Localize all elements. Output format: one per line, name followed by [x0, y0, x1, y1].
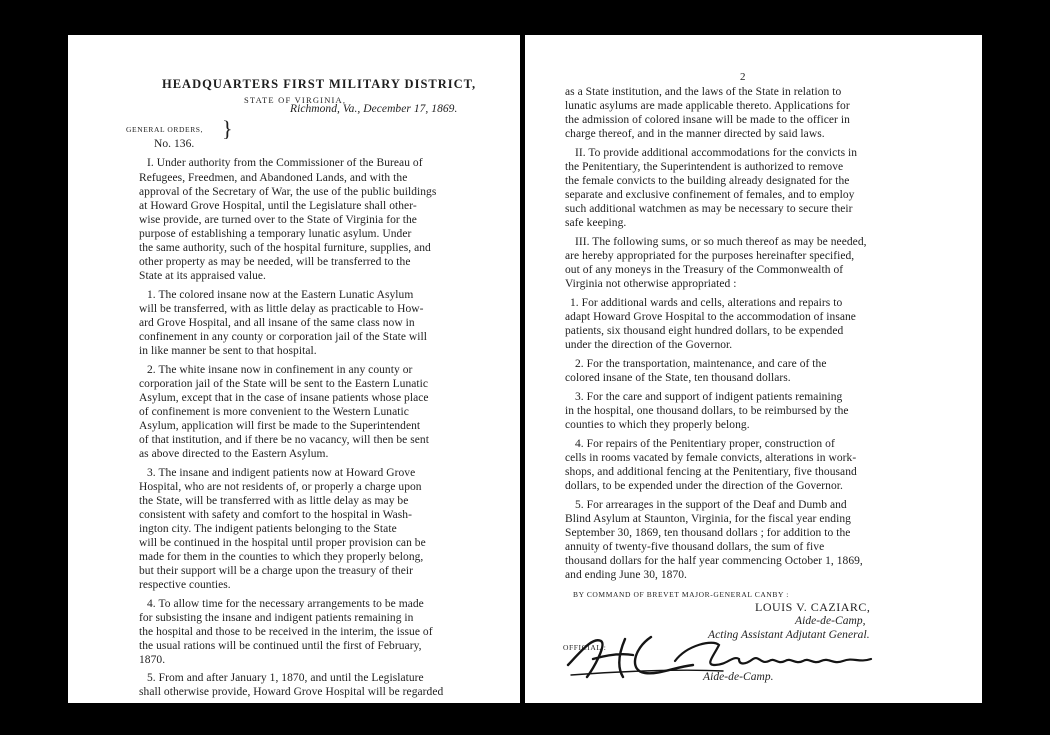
text-line: Refugees, Freedmen, and Abandoned Lands, and with the — [139, 172, 408, 184]
signer-name: LOUIS V. CAZIARC, — [755, 600, 871, 614]
text-line: for subsisting the insane and indigent patients remaining in — [139, 612, 414, 624]
text-line: as above directed to the Eastern Asylum. — [139, 448, 329, 460]
order-label: GENERAL ORDERS, — [126, 125, 204, 134]
text-line: III. The following sums, or so much thereof as may be needed, — [575, 236, 867, 248]
text-line: I. Under authority from the Commissioner of the Bureau of — [147, 157, 423, 169]
text-line: 5. For arrearages in the support of the Deaf and Dumb and — [575, 499, 847, 511]
text-line: corporation jail of the State will be sent to the Eastern Lunatic — [139, 378, 429, 390]
text-line: 5. From and after January 1, 1870, and until the Legislature — [147, 672, 424, 684]
text-line: 1. The colored insane now at the Eastern Lunatic Asylum — [147, 289, 414, 301]
text-line: II. To provide additional accommodations for the convicts in — [575, 147, 858, 159]
text-line: as a State institution, and the laws of the State in relation to — [565, 86, 842, 98]
text-line: the usual rations will be continued until the first of February, — [139, 640, 422, 652]
page-number: 2 — [740, 71, 746, 83]
text-line: other property as may be needed, will be transferred to the — [139, 256, 411, 268]
text-line: safe keeping. — [565, 217, 627, 229]
text-line: in the hospital, one thousand dollars, to be reimbursed by the — [565, 405, 849, 417]
text-line: patients, six thousand eight hundred dollars, to be expended — [565, 325, 844, 337]
document-page-2 — [525, 35, 982, 703]
text-line: 1870. — [139, 654, 166, 666]
text-line: cells in rooms vacated by female convicts, alterations in work- — [565, 452, 857, 464]
place-date: Richmond, Va., December 17, 1869. — [290, 103, 458, 115]
text-line: Asylum, application will first be made to the Superintendent — [139, 420, 421, 432]
text-line: out of any moneys in the Treasury of the Commonwealth of — [565, 264, 844, 276]
text-line: the female convicts to the building already designated for the — [565, 175, 850, 187]
text-line: thousand dollars for the half year commencing October 1, 1869, — [565, 555, 863, 567]
text-line: will be continued in the hospital until proper provision can be — [139, 537, 426, 549]
text-line: of confinement is more convenient to the Western Lunatic — [139, 406, 409, 418]
text-line: the admission of colored insane will be made to the officer in — [565, 114, 850, 126]
text-line: 3. For the care and support of indigent patients remaining — [575, 391, 843, 403]
text-line: shall otherwise provide, Howard Grove Hospital will be regarded — [139, 686, 444, 698]
order-number: No. 136. — [154, 138, 195, 150]
text-line: are hereby appropriated for the purposes hereinafter specified, — [565, 250, 855, 262]
command-line: BY COMMAND OF BREVET MAJOR-GENERAL CANBY : — [573, 590, 789, 599]
text-line: the State, will be transferred with as little delay as may be — [139, 495, 409, 507]
text-line: 3. The insane and indigent patients now at Howard Grove — [147, 467, 416, 479]
text-line: 4. For repairs of the Penitentiary proper, construction of — [575, 438, 835, 450]
official-label: OFFICIAL : — [563, 643, 607, 652]
text-line: the hospital and those to be received in the interim, the issue of — [139, 626, 433, 638]
text-line: annuity of twenty-five thousand dollars, the sum of five — [565, 541, 825, 553]
text-line: shops, and additional fencing at the Penitentiary, five thousand — [565, 466, 857, 478]
text-line: adapt Howard Grove Hospital to the accommodation of insane — [565, 311, 856, 323]
text-line: approval of the Secretary of War, the use of the public buildings — [139, 186, 437, 198]
text-line: such additional watchmen as may be necessary to secure their — [565, 203, 853, 215]
text-line: respective counties. — [139, 579, 231, 591]
heading: HEADQUARTERS FIRST MILITARY DISTRICT, — [162, 77, 477, 91]
text-line: but their support will be a charge upon the treasury of their — [139, 565, 413, 577]
text-line: 2. For the transportation, maintenance, and care of the — [575, 358, 827, 370]
text-line: separate and exclusive confinement of females, and to employ — [565, 189, 855, 201]
order-brace: } — [222, 116, 233, 141]
text-line: Virginia not otherwise appropriated : — [565, 278, 737, 290]
text-line: ington city. The indigent patients belonging to the State — [139, 523, 397, 535]
text-line: the Penitentiary, the Superintendent is authorized to remove — [565, 161, 844, 173]
text-line: wise provide, are turned over to the State of Virginia for the — [139, 214, 417, 226]
text-line: confinement in any county or corporation jail of the State will — [139, 331, 428, 343]
text-line: purpose of establishing a temporary lunatic asylum. Under — [139, 228, 412, 240]
text-line: State at its appraised value. — [139, 270, 266, 282]
text-line: under the direction of the Governor. — [565, 339, 733, 351]
text-line: will be transferred, with as little delay as practicable to How- — [139, 303, 424, 315]
text-line: the same authority, such of the hospital furniture, supplies, and — [139, 242, 431, 254]
text-line: 2. The white insane now in confinement in any county or — [147, 364, 413, 376]
text-line: dollars, to be expended under the direction of the Governor. — [565, 480, 843, 492]
text-line: Hospital, who are not residents of, or properly a charge upon — [139, 481, 422, 493]
document-page-1 — [68, 35, 520, 703]
state-line: STATE OF VIRGINIA, — [244, 95, 347, 105]
text-line: charge thereof, and in the manner directed by said laws. — [565, 128, 825, 140]
text-line: colored insane of the State, ten thousand dollars. — [565, 372, 791, 384]
text-line: at Howard Grove Hospital, until the Legislature shall other- — [139, 200, 417, 212]
text-line: Asylum, except that in the case of insane patients whose place — [139, 392, 429, 404]
signer-title-1: Aide-de-Camp, — [795, 615, 866, 627]
text-line: counties to which they properly belong. — [565, 419, 750, 431]
text-line: in like manner be sent to that hospital. — [139, 345, 317, 357]
text-line: 4. To allow time for the necessary arrangements to be made — [147, 598, 424, 610]
text-line: consistent with safety and comfort to the hospital in Wash- — [139, 509, 412, 521]
text-line: and ending June 30, 1870. — [565, 569, 687, 581]
text-line: Blind Asylum at Staunton, Virginia, for the fiscal year ending — [565, 513, 851, 525]
text-line: lunatic asylums are made applicable thereto. Applications for — [565, 100, 850, 112]
text-line: ard Grove Hospital, and all insane of the same class now in — [139, 317, 415, 329]
signer-title-2: Acting Assistant Adjutant General. — [708, 629, 870, 641]
text-line: 1. For additional wards and cells, alterations and repairs to — [570, 297, 843, 309]
text-line: made for them in the counties to which they properly belong, — [139, 551, 424, 563]
text-line: of that institution, and if there be no vacancy, will then be sent — [139, 434, 429, 446]
signature-title: Aide-de-Camp. — [703, 671, 774, 683]
text-line: September 30, 1869, ten thousand dollars ; for addition to the — [565, 527, 851, 539]
